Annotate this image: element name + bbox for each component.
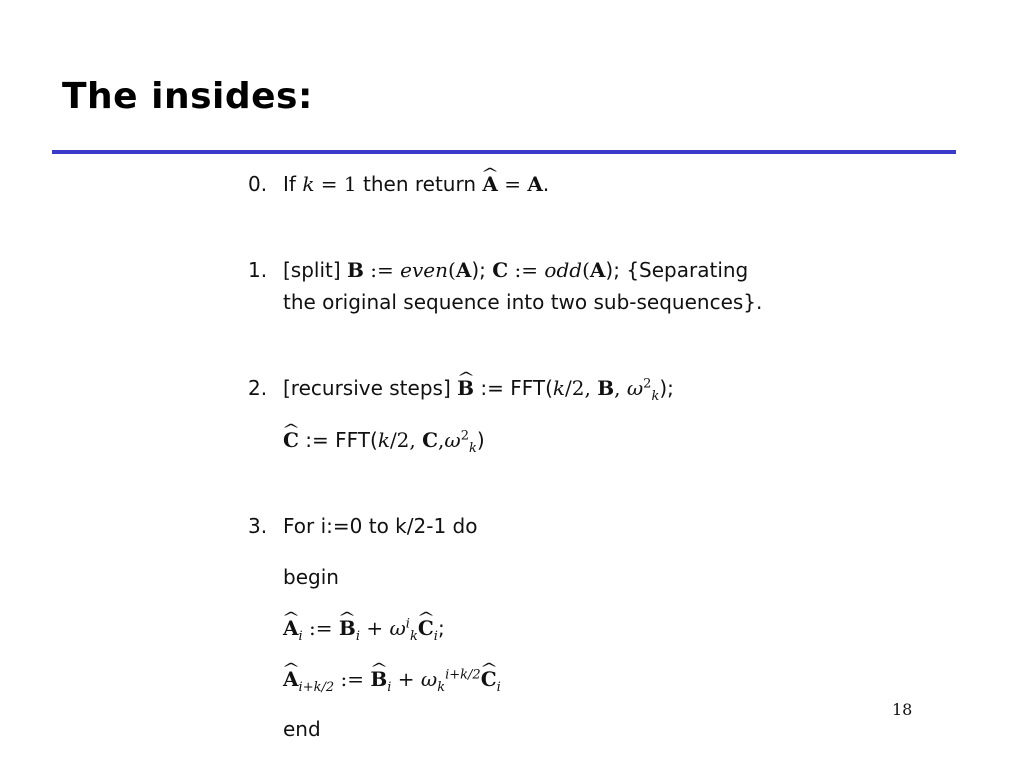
math-omega: ω xyxy=(626,376,644,400)
math-omega: ω xyxy=(420,667,438,691)
math-A-hat: ^ A xyxy=(283,663,299,695)
text: := FFT( xyxy=(474,376,553,400)
math-var: k xyxy=(552,376,566,400)
math-B: B xyxy=(597,376,615,400)
math-sub: k xyxy=(651,389,660,404)
equation xyxy=(283,612,445,644)
step-number: 1. xyxy=(248,258,268,282)
math-op: + xyxy=(360,616,390,640)
text: . xyxy=(542,172,550,196)
text: If xyxy=(283,172,296,196)
step-body xyxy=(283,372,674,404)
text: ); xyxy=(471,258,486,282)
math-op: := xyxy=(363,258,401,282)
math-op: /2, xyxy=(389,428,423,452)
math-op: = 1 xyxy=(314,172,363,196)
text: ; xyxy=(437,616,445,640)
math-sup: 2 xyxy=(643,376,652,392)
math-op: , xyxy=(438,428,445,452)
math-sup: 2 xyxy=(460,428,469,444)
math-op: ( xyxy=(448,258,456,282)
math-var: k xyxy=(302,172,315,196)
math-op: := xyxy=(302,616,339,640)
math-A: A xyxy=(455,258,472,282)
math-sub: k xyxy=(437,680,446,695)
math-C-hat: ^ C xyxy=(481,663,497,695)
math-C: C xyxy=(492,258,509,282)
text: ); xyxy=(659,376,674,400)
math-sub: k xyxy=(469,441,477,456)
math-A: A xyxy=(527,172,543,196)
text: For i:=0 to k/2-1 do xyxy=(283,514,478,538)
math-op: ( xyxy=(582,258,590,282)
text: then return xyxy=(363,172,477,196)
text: {Separating xyxy=(626,258,749,282)
step-body xyxy=(283,168,549,200)
math-B-hat: ^ B xyxy=(457,372,474,404)
math-sub: i xyxy=(298,629,303,644)
page-number: 18 xyxy=(892,700,913,719)
math-sup: i xyxy=(405,616,410,632)
math-sub: i xyxy=(355,629,360,644)
math-C-hat: ^ C xyxy=(283,424,299,456)
math-C: C xyxy=(422,428,439,452)
text: begin xyxy=(283,565,339,589)
math-sub: k xyxy=(409,629,418,644)
math-func: odd xyxy=(544,258,583,282)
step-number: 0. xyxy=(248,172,268,196)
math-sup: i+k/2 xyxy=(445,667,481,683)
math-func: even xyxy=(400,258,449,282)
math-op: , xyxy=(614,376,627,400)
math-sub: i+k/2 xyxy=(298,680,335,695)
math-omega: ω xyxy=(444,428,461,452)
text: ) xyxy=(476,428,485,452)
text: end xyxy=(283,717,321,741)
math-op: := xyxy=(334,667,371,691)
math-sub: i xyxy=(496,680,501,695)
equation xyxy=(283,663,501,695)
text: [recursive steps] xyxy=(283,376,451,400)
math-var: k xyxy=(377,428,390,452)
step-body xyxy=(283,254,748,286)
math-op: + xyxy=(391,667,421,691)
math-A: A xyxy=(589,258,606,282)
math-op: /2, xyxy=(565,376,598,400)
text: := FFT( xyxy=(298,428,378,452)
math-B: B xyxy=(347,258,364,282)
math-sub: i xyxy=(387,680,392,695)
step-body xyxy=(283,424,485,456)
math-B-hat: ^ B xyxy=(339,612,356,644)
text: ); xyxy=(605,258,620,282)
title-divider xyxy=(52,150,956,154)
math-op: := xyxy=(508,258,545,282)
step-number: 2. xyxy=(248,376,268,400)
math-sub: i xyxy=(433,629,438,644)
step-number: 3. xyxy=(248,514,268,538)
math-A-hat: ^ A xyxy=(482,168,498,200)
math-C-hat: ^ C xyxy=(418,612,434,644)
math-B-hat: ^ B xyxy=(370,663,387,695)
math-omega: ω xyxy=(389,616,406,640)
math-op: = xyxy=(497,172,528,196)
math-A-hat: ^ A xyxy=(283,612,299,644)
text: [split] xyxy=(283,258,341,282)
slide-title: The insides: xyxy=(62,76,313,117)
text: the original sequence into two sub-sequences}. xyxy=(283,290,763,314)
